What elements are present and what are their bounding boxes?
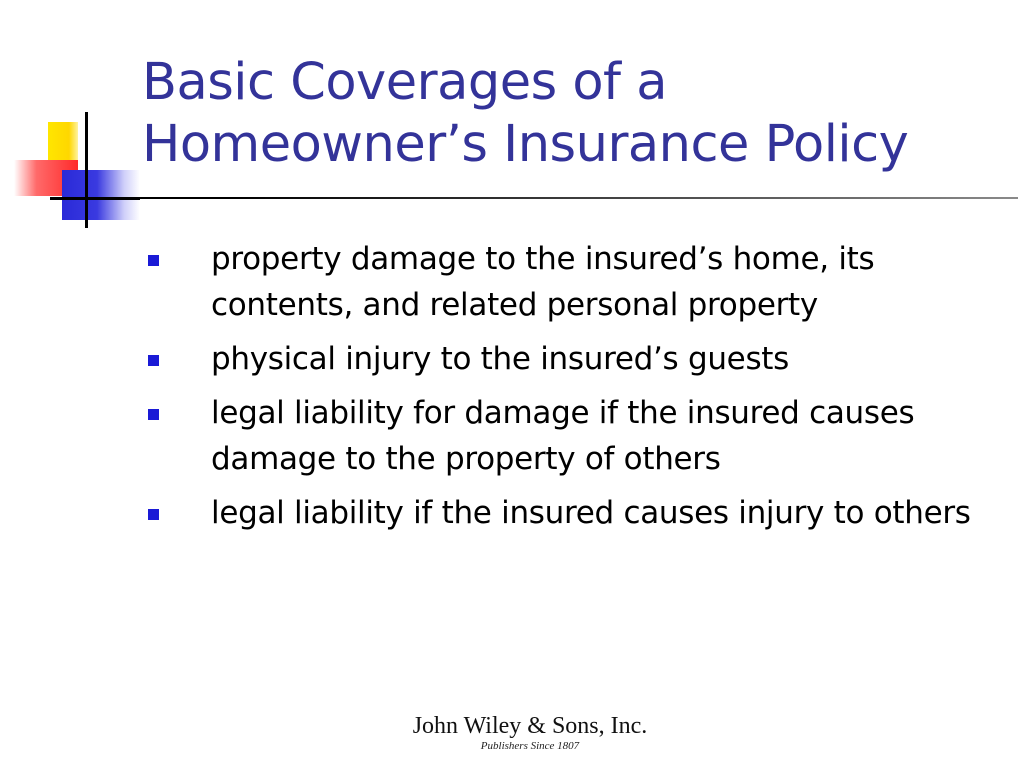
square-bullet-icon [148, 409, 159, 420]
blue-square-decoration [62, 170, 140, 220]
bullet-text: legal liability for damage if the insured causes damage to the property of others [211, 395, 915, 477]
decorative-block-cluster [0, 0, 160, 240]
publisher-name: John Wiley & Sons, Inc. [412, 713, 648, 739]
vertical-line-decoration [85, 112, 88, 228]
title-underline-rule [88, 197, 1018, 199]
bullet-text: property damage to the insured’s home, its contents, and related personal property [211, 241, 875, 323]
bullet-item [145, 336, 985, 382]
bullet-item [145, 490, 985, 536]
bullet-item [145, 390, 985, 482]
bullet-text: legal liability if the insured causes injury to others [211, 495, 971, 531]
slide-title [142, 52, 1012, 176]
publisher-logo [360, 712, 700, 752]
bullet-list [145, 236, 985, 544]
slide-title-line-1: Basic Coverages of a [142, 53, 667, 112]
square-bullet-icon [148, 355, 159, 366]
bullet-text: physical injury to the insured’s guests [211, 341, 789, 377]
yellow-square-decoration [48, 122, 78, 160]
square-bullet-icon [148, 255, 159, 266]
square-bullet-icon [148, 509, 159, 520]
slide-title-line-2: Homeowner’s Insurance Policy [142, 115, 909, 174]
publisher-tagline: Publishers Since 1807 [480, 740, 580, 752]
bullet-item [145, 236, 985, 328]
